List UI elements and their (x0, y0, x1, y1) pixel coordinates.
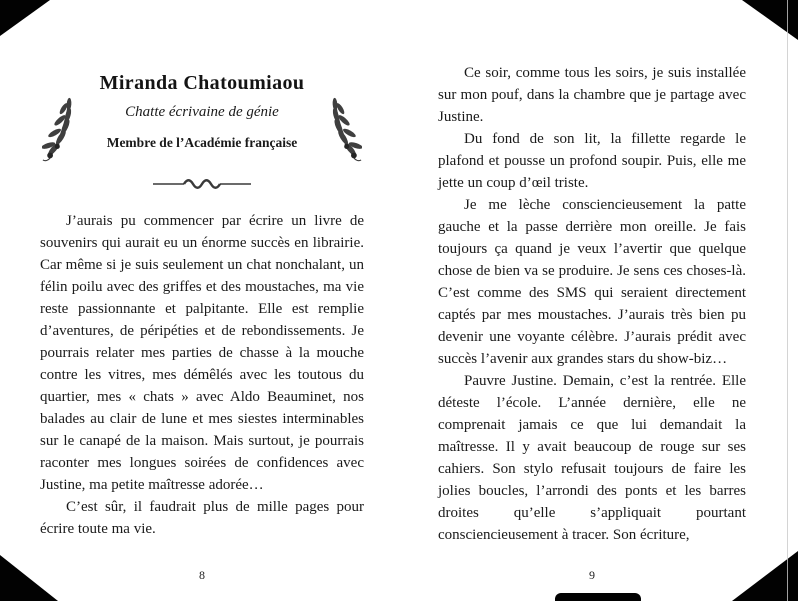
paragraph: Du fond de son lit, la fillette regarde le plafond et pousse un profond soupir. Puis, elle me jette un coup d’œil triste. (438, 131, 746, 191)
bottom-edge-notch (555, 593, 641, 601)
squiggle-divider-icon (40, 176, 364, 194)
page-edge-line (787, 0, 788, 601)
right-page-text (438, 62, 746, 546)
laurel-branch-right-icon (308, 92, 362, 164)
page-title: Miranda Chatoumiaou (99, 72, 305, 94)
page-right (438, 62, 746, 546)
page-left (40, 72, 364, 540)
paragraph: C’est sûr, il faudrait plus de mille pages pour écrire toute ma vie. (40, 499, 364, 537)
page-number-left: 8 (199, 568, 205, 582)
chapter-header (40, 72, 364, 164)
page-corner-top-right (742, 0, 798, 40)
title-block (96, 72, 309, 151)
book-subtitle: Chatte écrivaine de génie (125, 104, 279, 120)
page-number-right: 9 (589, 568, 595, 582)
paragraph: Ce soir, comme tous les soirs, je suis installée sur mon pouf, dans la chambre que je partage avec Justine. (438, 65, 746, 125)
left-page-text (40, 210, 364, 540)
laurel-branch-left-icon (42, 92, 96, 164)
paragraph: J’aurais pu commencer par écrire un livre de souvenirs qui aurait eu un énorme succès en librairie. Car même si je suis seulement un chat nonchalant, un félin poilu avec des griffes et des moustaches, ma vie reste passionnante et palpitante. Elle est remplie d’aventures, de péripéties et de rebondissements. Je pourrais relater mes parties de chasse à la mouche contre les vitres, mes démêlés avec les toutous du quartier, mes « chats » avec Aldo Beauminet, nos balades au clair de lune et mes siestes interminables sur le canapé de la maison. Mais surtout, je pourrais raconter mes longues soirées de confidences avec Justine, ma petite maîtresse adorée… (40, 213, 364, 493)
author-affiliation: Membre de l’Académie française (106, 135, 298, 150)
paragraph: Je me lèche consciencieusement la patte gauche et la passe derrière mon oreille. Je fais toujours ça quand je veux l’avertir que quelque chose de bien va se produire. Je sens ces choses-là. C’est comme des SMS qui seraient directement captés par mes moustaches. J’aurais très bien pu devenir une voyante célèbre. J’aurais prédit avec succès l’avenir aux grandes stars du show-biz… (438, 197, 746, 367)
page-corner-top-left (0, 0, 50, 36)
paragraph: Pauvre Justine. Demain, c’est la rentrée. Elle déteste l’école. L’année dernière, elle ne comprenait jamais ce que lui demandait la maîtresse. Il y avait beaucoup de rouge sur ses cahiers. Son stylo refusait toujours de faire les jolies boucles, l’arrondi des ponts et les barres droites qu’elle s’appliquait pourtant consciencieusement à tracer. Son écriture, (438, 373, 746, 543)
